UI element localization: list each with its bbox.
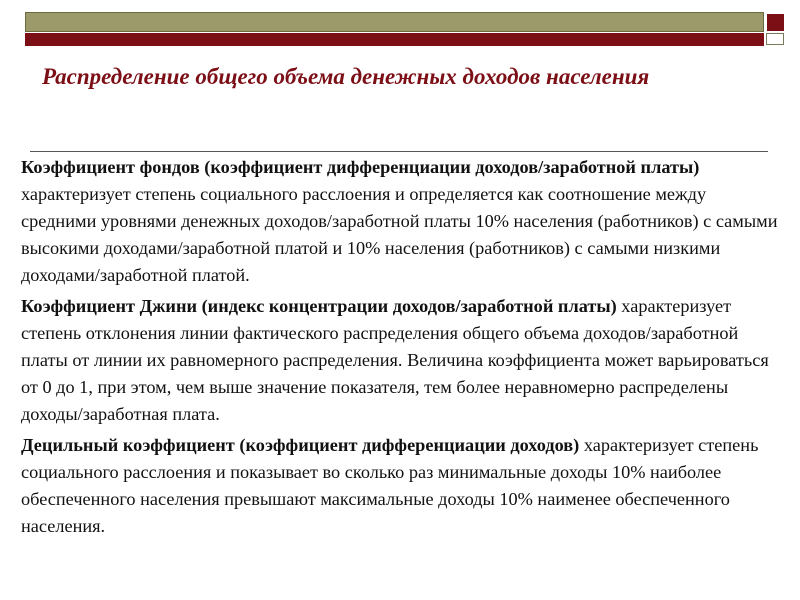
header-red-bar	[25, 33, 764, 46]
definition-fund-coefficient: характеризует степень социального расслоения и определяется как соотношение между средними уровнями денежных доходов/заработной платы 10% населения (работников) с самыми высокими доходами/заработной платой и 10% населения (работников) с самыми низкими доходами/заработной платой.	[21, 184, 778, 285]
term-gini-coefficient: Коэффициент Джини (индекс концентрации доходов/заработной платы)	[21, 296, 617, 316]
definition-gini-coefficient: характеризует степень отклонения линии фактического распределения общего объема доходов/заработной платы от линии их равномерного распределения. Величина коэффициента может варьироваться от 0 до 1, при этом, чем выше значение показателя, тем более неравномерно распределены доходы/заработная плата.	[21, 296, 769, 424]
paragraph-decile-coefficient	[21, 432, 783, 540]
header-red-square	[767, 14, 784, 31]
title-divider	[30, 151, 768, 152]
slide-body	[21, 154, 783, 544]
definition-decile-coefficient: характеризует степень социального расслоения и показывает во сколько раз минимальные доходы 10% наиболее обеспеченного населения превышают максимальные доходы 10% наименее обеспеченного населения.	[21, 435, 759, 536]
paragraph-gini-coefficient	[21, 293, 783, 428]
slide-title: Распределение общего объема денежных доходов населения	[42, 64, 650, 89]
header-outline-square	[766, 33, 784, 45]
term-decile-coefficient: Децильный коэффициент (коэффициент дифференциации доходов)	[21, 435, 580, 455]
header-olive-bar	[25, 12, 764, 32]
paragraph-fund-coefficient	[21, 154, 783, 289]
term-fund-coefficient: Коэффициент фондов (коэффициент дифференциации доходов/заработной платы)	[21, 157, 700, 177]
